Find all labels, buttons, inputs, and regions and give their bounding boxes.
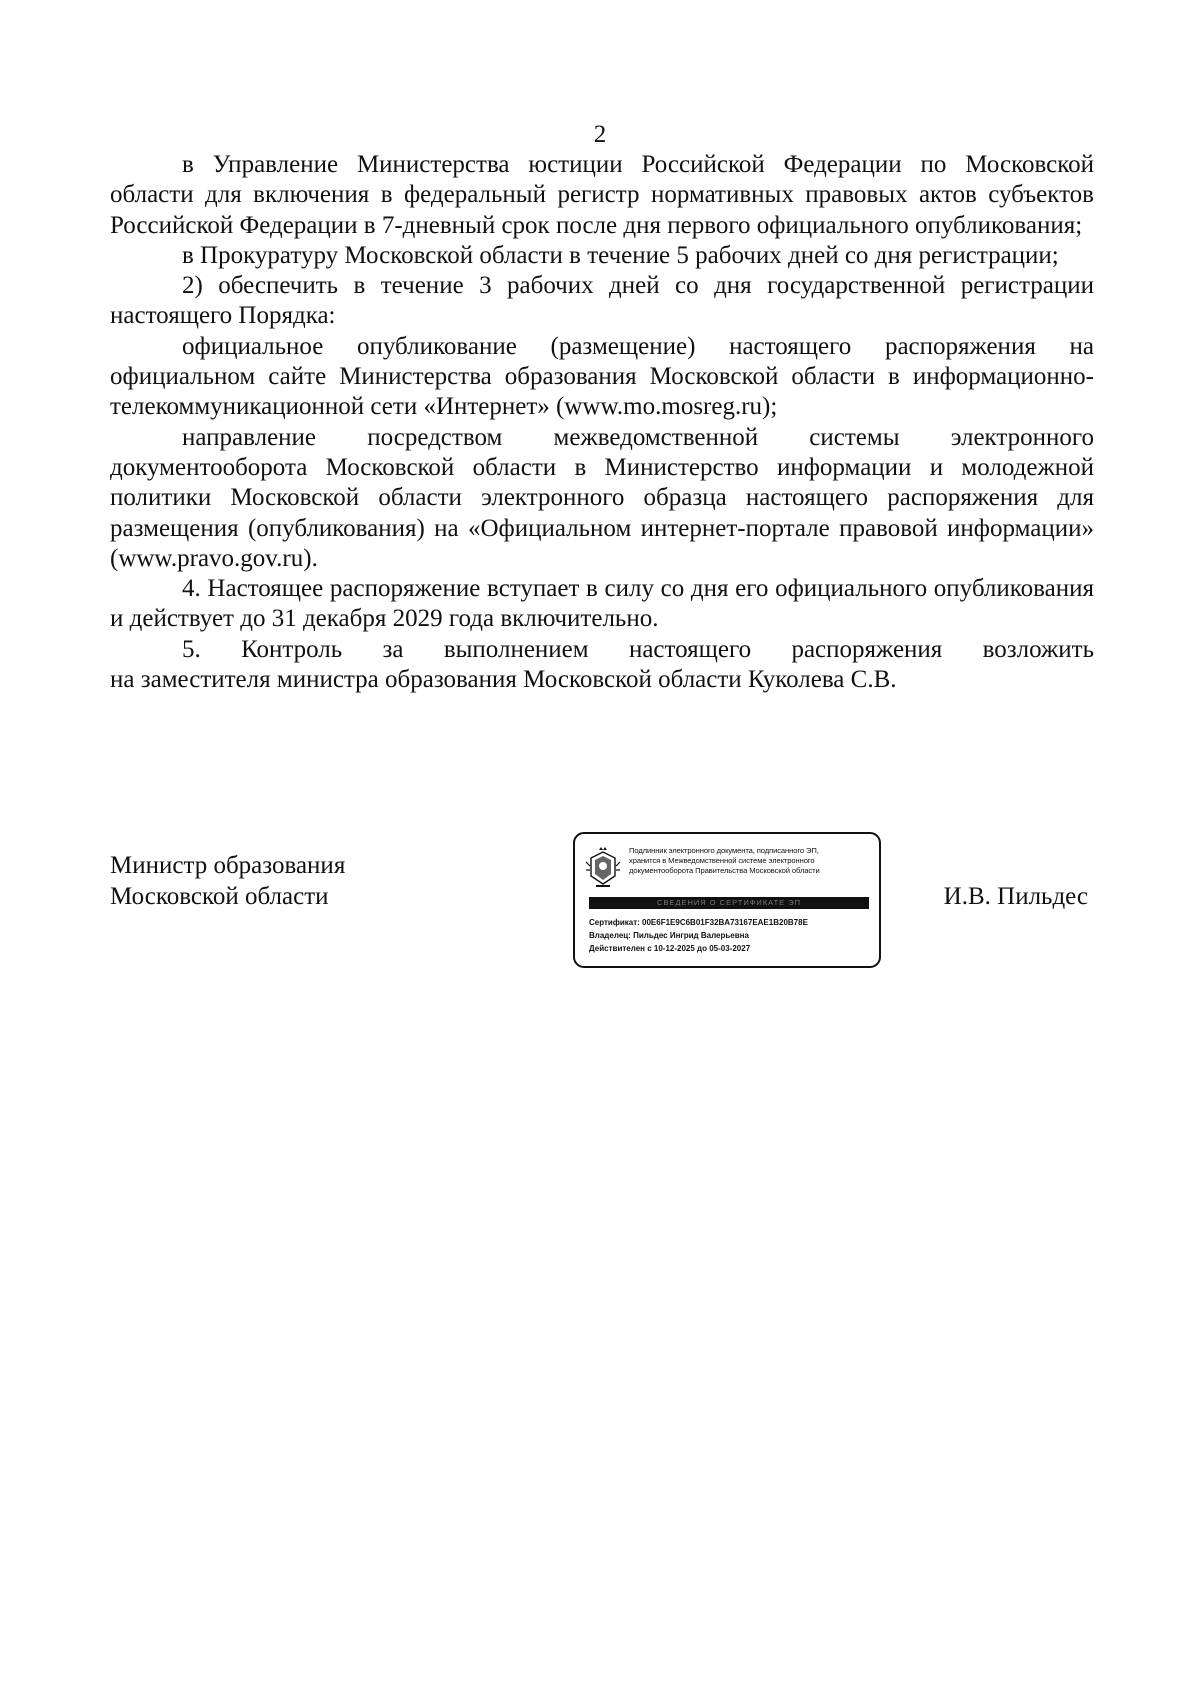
paragraph-item-5-continuation: на заместителя министра образования Московской области Куколева С.В.	[110, 666, 897, 694]
certificate-owner: Владелец: Пильдес Ингрид Валерьевна	[589, 931, 749, 940]
electronic-signature-stamp	[573, 832, 881, 968]
moscow-region-emblem-icon	[585, 846, 621, 888]
certificate-details	[589, 916, 875, 955]
paragraph-item-5: 5. Контроль за выполнением настоящего распоряжения возложить	[182, 635, 1094, 663]
certificate-validity: Действителен с 10-12-2025 до 05-03-2027	[589, 944, 751, 953]
stamp-header-line-1: Подлинник электронного документа, подписанного ЭП,	[629, 846, 819, 855]
paragraph-item-2: 2) обеспечить в течение 3 рабочих дней со дня государственной регистрации настоящего Порядка:	[110, 272, 1094, 330]
paragraph-prosecutor: в Прокуратуру Московской области в течение 5 рабочих дней со дня регистрации;	[182, 241, 1059, 269]
stamp-header-line-2: хранится в Межведомственной системе электронного	[629, 856, 815, 866]
minister-name: И.В. Пильдес	[943, 883, 1088, 910]
minister-title-line-1: Министр образования	[110, 852, 346, 879]
minister-title	[110, 850, 345, 912]
certificate-number: Сертификат: 00E6F1E9C6B01F32BA73167EAE1B20B78E	[589, 918, 808, 927]
paragraph-item-4: 4. Настоящее распоряжение вступает в силу со дня его официального опубликования и действует до 31 декабря 2029 года включительно.	[110, 575, 1094, 633]
stamp-header-line-3: документооборота Правительства Московской области	[629, 866, 820, 876]
paragraph-interagency-direction: направление посредством межведомственной системы электронного документооборота Московской области в Министерство информации и молодежной политики Московской области электронного образца настоящего распоряжения для размещения (опубликования) на «Официальном интернет-портале правовой информации» (www.pravo.gov.ru).	[110, 423, 1094, 572]
document-body	[110, 150, 1094, 695]
paragraph-official-publication: официальное опубликование (размещение) настоящего распоряжения на официальном сайте Министерства образования Московской области в информационно-телекоммуникационной сети «Интернет» (www.mo.mosreg.ru);	[110, 332, 1094, 421]
certificate-info-bar: СВЕДЕНИЯ О СЕРТИФИКАТЕ ЭП	[589, 897, 869, 909]
page-number: 2	[593, 121, 607, 148]
stamp-header	[629, 846, 875, 877]
minister-title-line-2: Московской области	[110, 883, 329, 910]
paragraph-ministry-justice: в Управление Министерства юстиции Российской Федерации по Московской области для включения в федеральный регистр нормативных правовых актов субъектов Российской Федерации в 7-дневный срок после дня первого официального опубликования;	[110, 151, 1094, 239]
